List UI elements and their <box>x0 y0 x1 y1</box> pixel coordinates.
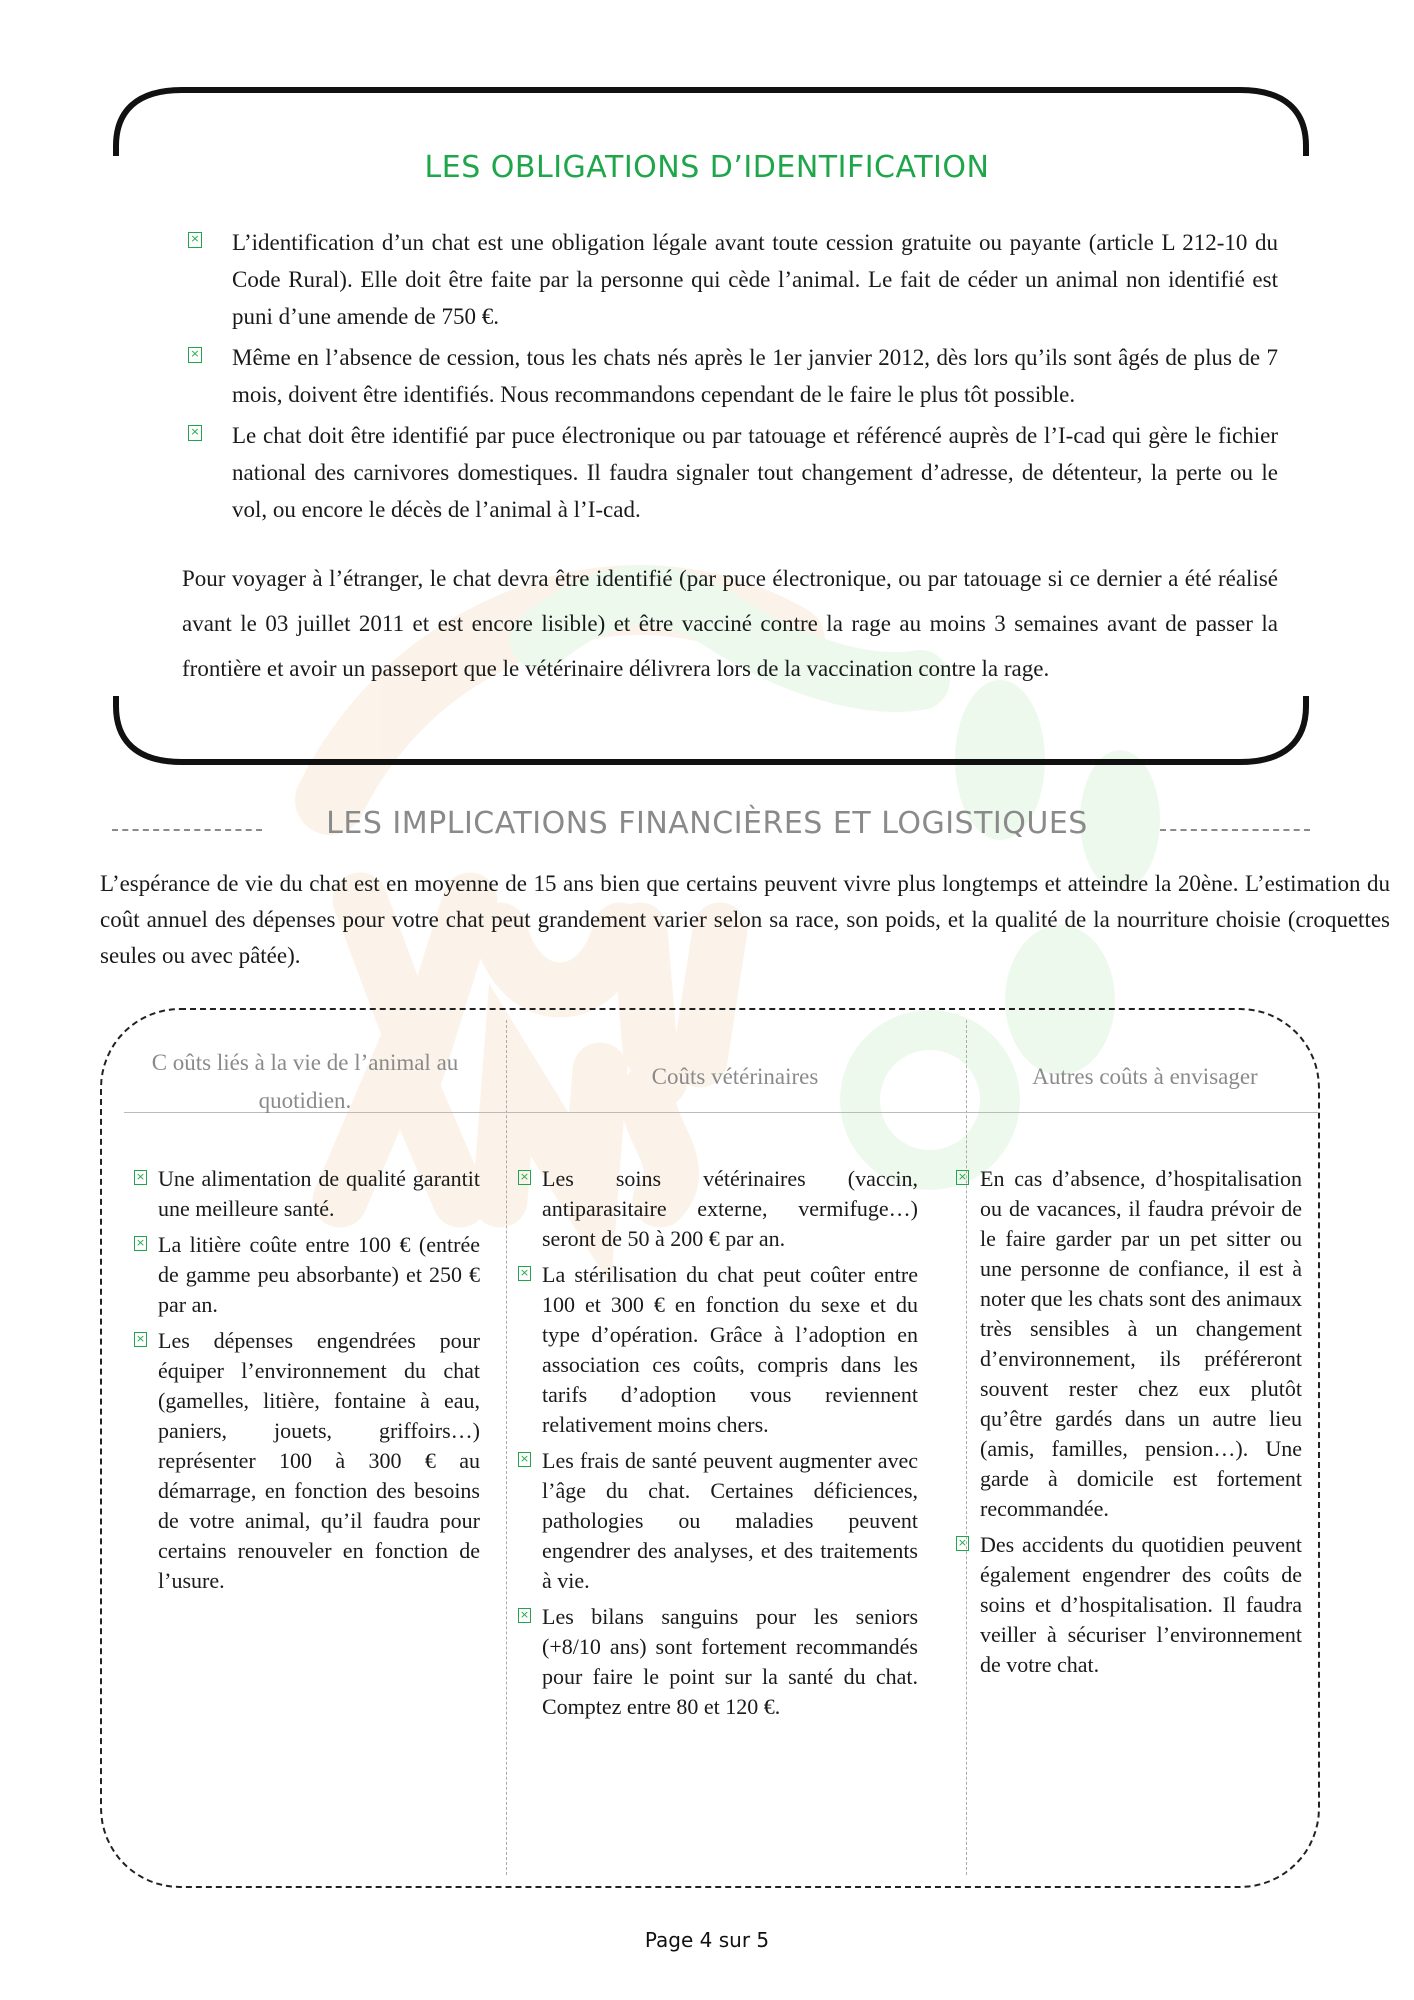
list-item-text: Les soins vétérinaires (vaccin, antiparasitaire externe, vermifuge…) seront de 50 à 200 € par an. <box>542 1166 918 1251</box>
list-item-text: La litière coûte entre 100 € (entrée de gamme peu absorbante) et 250 € par an. <box>158 1232 480 1317</box>
checkbox-icon: × <box>519 1608 530 1621</box>
section-title-identification: LES OBLIGATIONS D’IDENTIFICATION <box>424 150 990 185</box>
list-item <box>956 1530 1302 1680</box>
list-item-text: Même en l’absence de cession, tous les chats nés après le 1er janvier 2012, dès lors qu’ils sont âgés de plus de 7 mois, doivent être identifiés. Nous recommandons cependant de le faire le plus tôt possible. <box>232 345 1278 407</box>
identification-list <box>188 224 1278 532</box>
checkbox-icon: × <box>135 1236 146 1249</box>
list-item-text: Une alimentation de qualité garantit une meilleure santé. <box>158 1166 480 1221</box>
list-item <box>518 1260 918 1440</box>
column-header-daily: C oûts liés à la vie de l’animal au quotidien. <box>151 1050 459 1113</box>
checkbox-icon: × <box>135 1332 146 1345</box>
column-veterinary-costs <box>518 1164 918 1728</box>
list-item <box>134 1230 480 1320</box>
list-item-text: En cas d’absence, d’hospitalisation ou de vacances, il faudra prévoir de le faire garder par un pet sitter ou une personne de confiance, il est à noter que les chats sont des animaux très sensibles à un changement d’environnement, ils préféreront souvent rester chez eux plutôt qu’être gardés dans un autre lieu (amis, familles, pension…). Une garde à domicile est fortement recommandée. <box>980 1166 1302 1521</box>
column-other-costs <box>956 1164 1302 1686</box>
intro-paragraph: L’espérance de vie du chat est en moyenne de 15 ans bien que certains peuvent vivre plus longtemps et atteindre la 20ène. L’estimation du coût annuel des dépenses pour votre chat peut grandement varier selon sa race, son poids, et la qualité de la nourriture choisie (croquettes seules ou avec pâtée). <box>100 871 1390 968</box>
checkbox-icon: × <box>957 1170 968 1183</box>
column-daily-costs <box>134 1164 480 1602</box>
column-divider <box>506 1020 507 1875</box>
list-item <box>188 224 1278 335</box>
list-item-text: Les dépenses engendrées pour équiper l’environnement du chat (gamelles, litière, fontaine à eau, paniers, jouets, griffoirs…) représenter 100 à 300 € au démarrage, en fonction des besoins de votre animal, qu’il faudra pour certains renouveler en fonction de l’usure. <box>158 1328 480 1593</box>
checkbox-icon: × <box>957 1536 968 1549</box>
checkbox-icon: × <box>188 425 202 441</box>
list-item-text: Le chat doit être identifié par puce électronique ou par tatouage et référencé auprès de l’I-cad qui gère le fichier national des carnivores domestiques. Il faudra signaler tout changement d’adresse, de détenteur, la perte ou le vol, ou encore le décès de l’animal à l’I-cad. <box>232 423 1278 522</box>
column-header-veterinary: Coûts vétérinaires <box>651 1064 819 1089</box>
page-number: Page 4 sur 5 <box>644 1928 770 1952</box>
list-item <box>518 1602 918 1722</box>
list-item-text: Des accidents du quotidien peuvent également engendrer des coûts de soins et d’hospitalisation. Il faudra veiller à sécuriser l’environnement de votre chat. <box>980 1532 1302 1677</box>
list-item-text: L’identification d’un chat est une obligation légale avant toute cession gratuite ou payante (article L 212-10 du Code Rural). Elle doit être faite par la personne qui cède l’animal. Le fait de céder un animal non identifié est puni d’une amende de 750 €. <box>232 230 1278 329</box>
list-item <box>188 339 1278 413</box>
list-item-text: Les bilans sanguins pour les seniors (+8/10 ans) sont fortement recommandés pour faire le point sur la santé du chat. Comptez entre 80 et 120 €. <box>542 1604 918 1719</box>
list-item-text: Les frais de santé peuvent augmenter avec l’âge du chat. Certaines déficiences, pathologies ou maladies peuvent engendrer des analyses, et des traitements à vie. <box>542 1448 918 1593</box>
checkbox-icon: × <box>519 1170 530 1183</box>
section-title-financial: LES IMPLICATIONS FINANCIÈRES ET LOGISTIQUES <box>326 806 1088 841</box>
list-item <box>134 1326 480 1596</box>
checkbox-icon: × <box>519 1266 530 1279</box>
column-header-other: Autres coûts à envisager <box>1032 1064 1258 1089</box>
section-frame-top <box>112 86 1310 156</box>
checkbox-icon: × <box>188 232 202 248</box>
travel-paragraph: Pour voyager à l’étranger, le chat devra être identifié (par puce électronique, ou par tatouage si ce dernier a été réalisé avant le 03 juillet 2011 et est encore lisible) et être vacciné contre la rage au moins 3 semaines avant de passer la frontière et avoir un passeport que le vétérinaire délivrera lors de la vaccination contre la rage. <box>182 566 1278 681</box>
list-item <box>956 1164 1302 1524</box>
divider-right <box>1160 829 1310 831</box>
checkbox-icon: × <box>519 1452 530 1465</box>
list-item <box>188 417 1278 528</box>
checkbox-icon: × <box>135 1170 146 1183</box>
list-item <box>518 1164 918 1254</box>
list-item <box>518 1446 918 1596</box>
list-item <box>134 1164 480 1224</box>
list-item-text: La stérilisation du chat peut coûter entre 100 et 300 € en fonction du sexe et du type d’opération. Grâce à l’adoption en association ces coûts, compris dans les tarifs d’adoption vous reviennent relativement moins chers. <box>542 1262 918 1437</box>
checkbox-icon: × <box>188 347 202 363</box>
section-frame-bottom <box>112 696 1310 766</box>
